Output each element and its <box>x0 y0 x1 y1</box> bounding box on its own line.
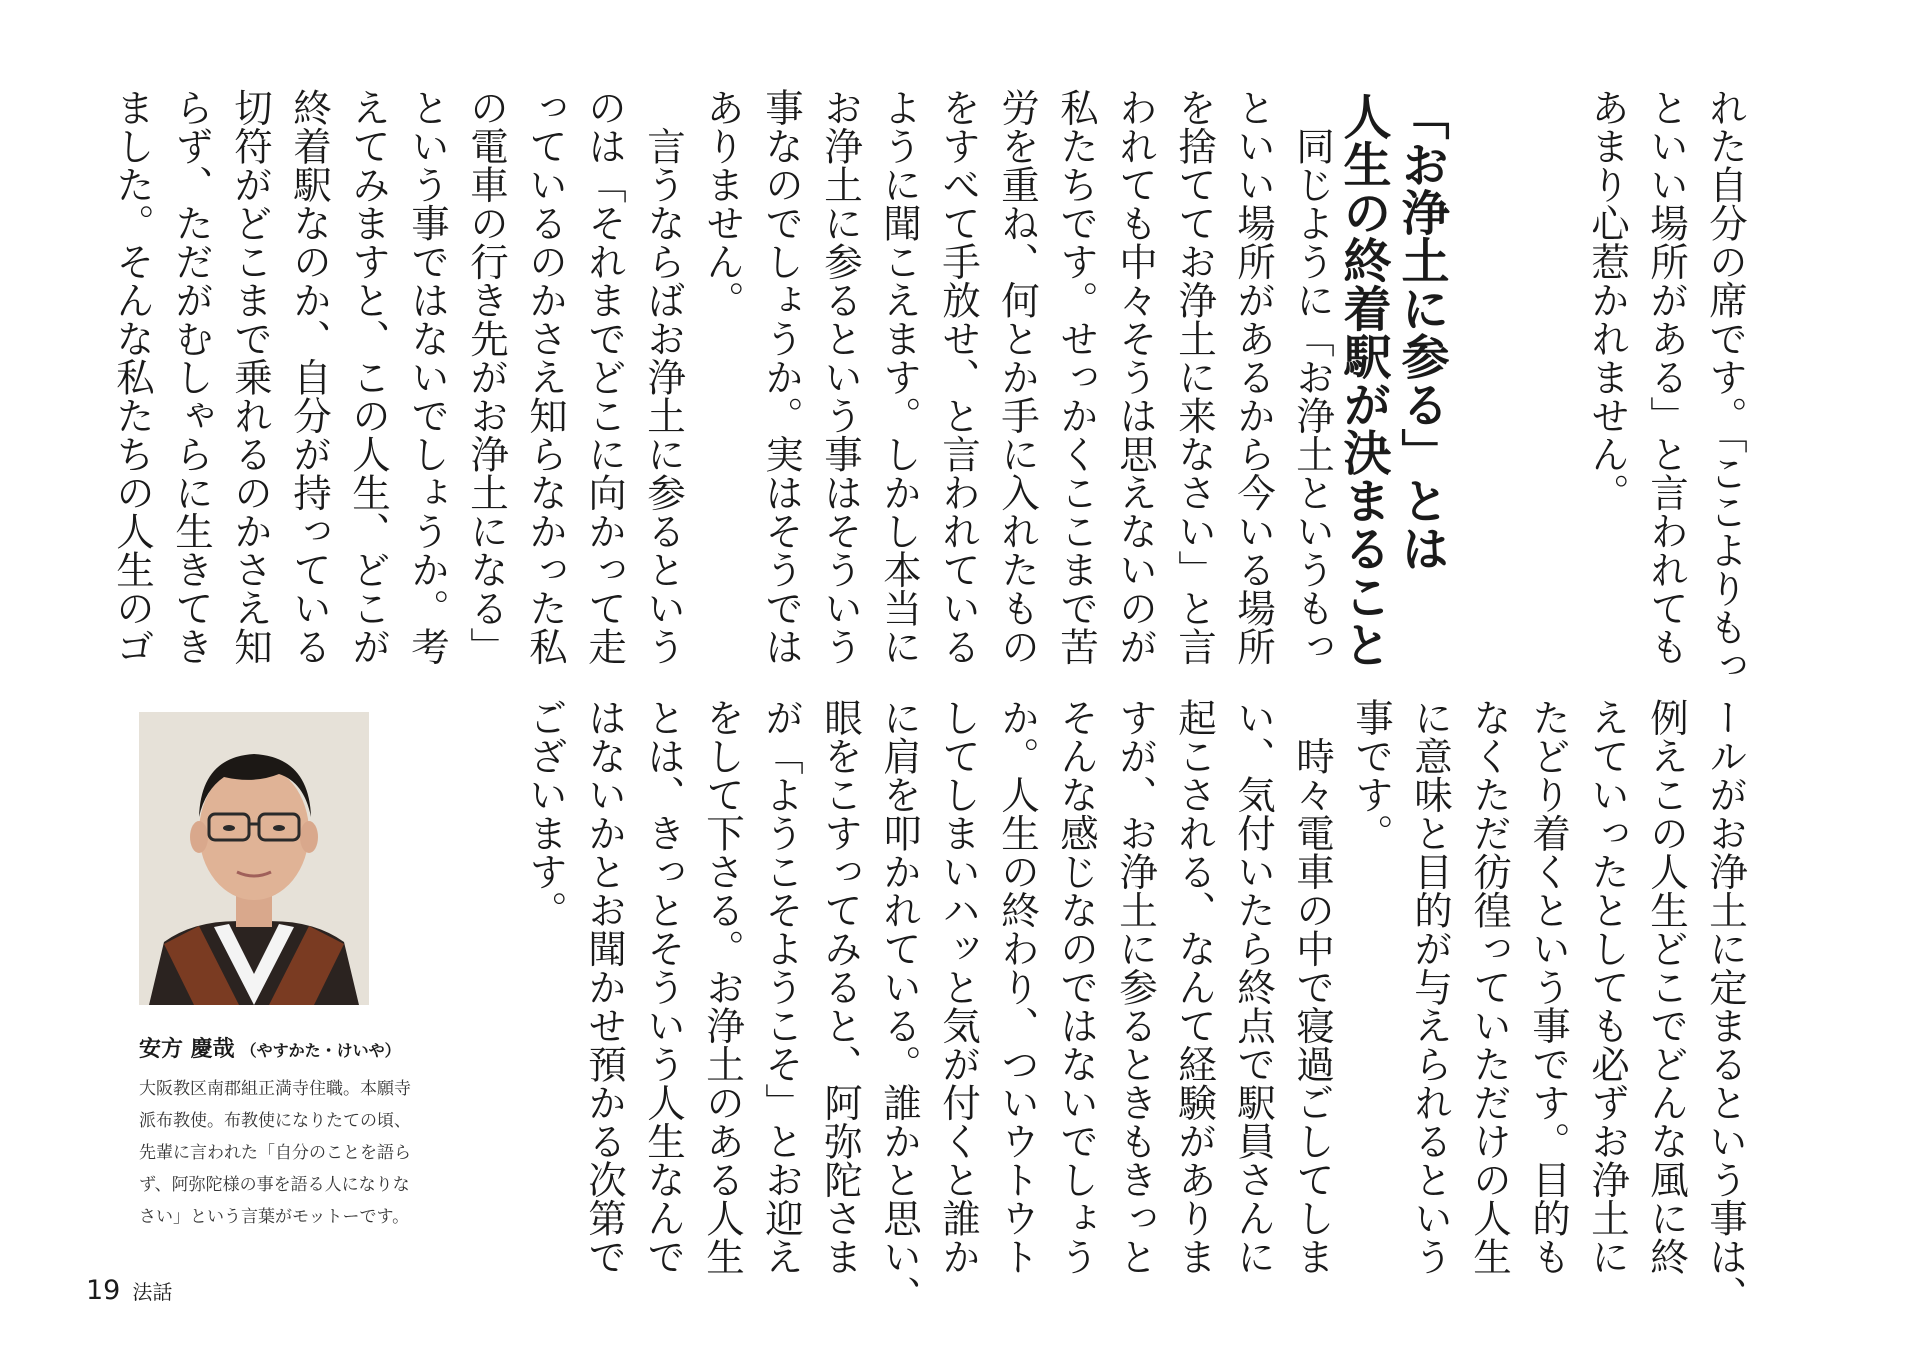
author-photo <box>139 712 369 1005</box>
author-portrait-image <box>139 712 369 1005</box>
body-text-upper: れた自分の席です。「ここよりもっ といい場所がある」と言われても あまり心惹かれません。 同じように「お浄土というもっ といい場所があるから今いる場所 を捨ててお浄土に来なさい」と言 われても中々そうは思えないのが 私たちです。せっかくここまで苦 労を重ね、何とか手に入れたもの をすべて手放せ、と言われている ように聞こえます。しかし本当に お浄土に参るという事はそういう 事なのでしょうか。実はそうでは ありません。 言うならばお浄土に参るという のは「それまでどこに向かって走 っているのかさえ知らなかった私 の電車の行き先がお浄土になる」 という事ではないでしょうか。考 えてみますと、この人生、どこが 終着駅なのか、自分が持っている 切符がどこまで乗れるのかさえ知 らず、ただがむしゃらに生きてき ました。そんな私たちの人生のゴ <box>110 88 1748 685</box>
author-name: 安方 慶哉 <box>139 1037 235 1062</box>
author-description: 大阪教区南郡組正満寺住職。本願寺 派布教使。布教使になりたての頃、 先輩に言われた「自分のことを語ら ず、阿弥陀様の事を語る人になりな さい」という言葉がモットーです。 <box>139 1079 411 1227</box>
author-name-reading: （やすかた・けいや） <box>240 1041 401 1060</box>
author-bio <box>139 1032 489 1233</box>
body-text-lower: ールがお浄土に定まるという事は、 例えこの人生どこでどんな風に終 えていったとしても必ずお浄土に たどり着くという事です。目的も なくただ彷徨っていただけの人生 に意味と目的が与えられるという 事です。 時々電車の中で寝過ごしてしま い、気付いたら終点で駅員さんに 起こされる、なんて経験がありま すが、お浄土に参るときもきっと そんな感じなのではないでしょう か。人生の終わり、ついウトウト してしまいハッと気が付くと誰か に肩を叩かれている。誰かと思い、 眼をこすってみると、阿弥陀さま が「ようこそようこそ」とお迎え をして下さる。お浄土のある人生 とは、きっとそういう人生なんで はないかとお聞かせ預かる次第で ございます。 <box>523 698 1748 1314</box>
section-name: 法話 <box>132 1280 173 1304</box>
page-footer <box>86 1275 172 1306</box>
section-heading: 「お浄土に参る」とは 人生の終着駅が決まること <box>1335 92 1449 668</box>
author-name-line <box>139 1032 489 1063</box>
page-number: 19 <box>86 1275 121 1306</box>
